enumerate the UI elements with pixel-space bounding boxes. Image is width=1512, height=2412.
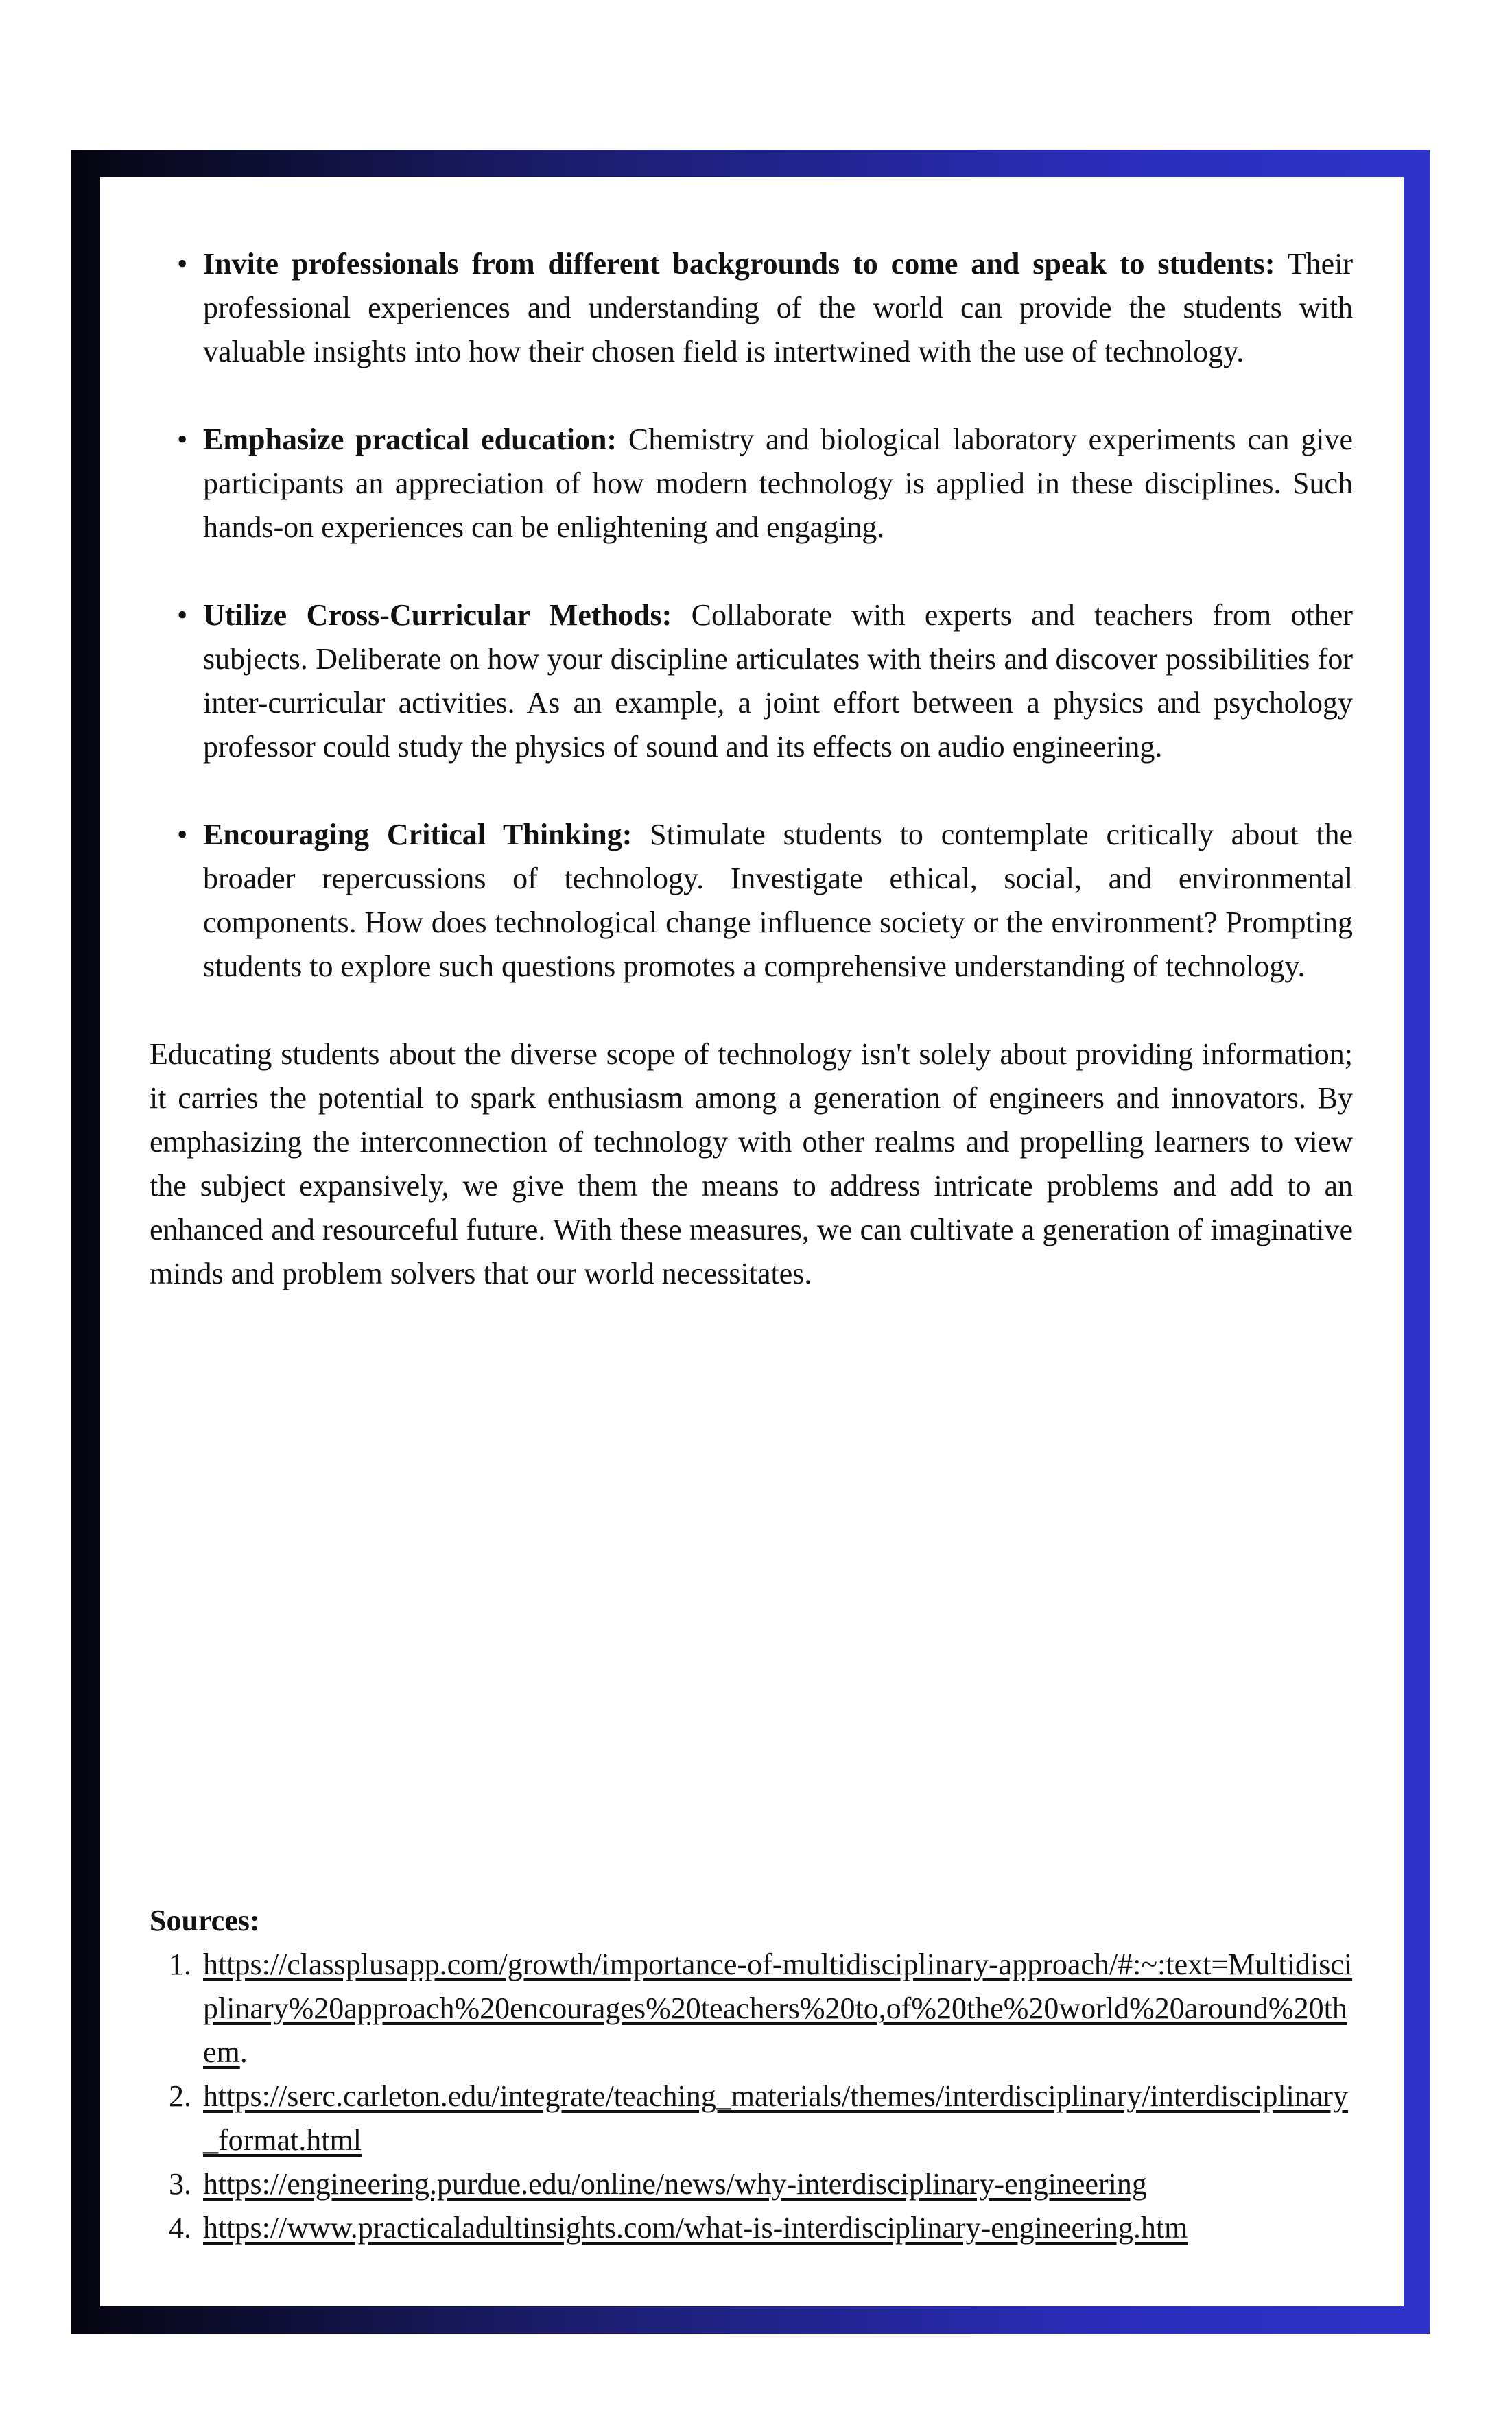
source-item xyxy=(150,1943,1353,2074)
source-suffix: . xyxy=(239,2035,248,2069)
source-link[interactable]: https://www.practicaladultinsights.com/what-is-interdisciplinary-engineering.htm xyxy=(203,2211,1188,2245)
source-number: 4. xyxy=(169,2211,191,2245)
document-page xyxy=(100,177,1404,2306)
bullet-icon: • xyxy=(177,423,188,456)
source-number: 2. xyxy=(169,2079,191,2113)
bullet-text: Their professional experiences and understanding of the world can provide the students with valuable insights into how their chosen field is intertwined with the use of technology. xyxy=(203,247,1353,368)
bullet-label: Utilize Cross-Curricular Methods: xyxy=(203,598,672,632)
sources-heading: Sources: xyxy=(150,1904,260,1937)
bullet-icon: • xyxy=(177,598,188,632)
list-item xyxy=(150,593,1353,769)
list-item xyxy=(150,242,1353,374)
source-list xyxy=(150,1943,1353,2250)
bullet-text: Collaborate with experts and teachers from other subjects. Deliberate on how your discipline articulates with theirs and discover possibilities for inter-curricular activities. As an example, a joint effort between a physics and psychology professor could study the physics of sound and its effects on audio engineering. xyxy=(203,598,1353,764)
list-item xyxy=(150,418,1353,549)
source-link[interactable]: https://engineering.purdue.edu/online/news/why-interdisciplinary-engineering xyxy=(203,2167,1147,2201)
source-item xyxy=(150,2206,1353,2250)
bullet-label: Emphasize practical education: xyxy=(203,423,617,456)
source-item xyxy=(150,2074,1353,2162)
source-number: 1. xyxy=(169,1948,191,1981)
source-number: 3. xyxy=(169,2167,191,2201)
closing-paragraph: Educating students about the diverse scope of technology isn't solely about providing information; it carries the potential to spark enthusiasm among a generation of engineers and innovators. By emphasizing the interconnection of technology with other realms and propelling learners to view the subject expansively, we give them the means to address intricate problems and add to an enhanced and resourceful future. With these measures, we can cultivate a generation of imaginative minds and problem solvers that our world necessitates. xyxy=(150,1037,1353,1290)
bullet-icon: • xyxy=(177,818,188,851)
bullet-text: Stimulate students to contemplate critically about the broader repercussions of technology. Investigate ethical, social, and environmental components. How does technological change influence society or the environment? Prompting students to explore such questions promotes a comprehensive understanding of technology. xyxy=(203,818,1353,983)
bullet-icon: • xyxy=(177,247,188,281)
bullet-label: Invite professionals from different backgrounds to come and speak to students: xyxy=(203,247,1275,281)
source-link[interactable]: https://serc.carleton.edu/integrate/teaching_materials/themes/interdisciplinary/interdisciplinary_format.html xyxy=(203,2079,1348,2157)
sources-section xyxy=(150,1899,1353,2250)
bullet-text: Chemistry and biological laboratory experiments can give participants an appreciation of how modern technology is applied in these disciplines. Such hands-on experiences can be enlightening and engaging. xyxy=(203,423,1354,544)
list-item xyxy=(150,813,1353,989)
strategy-list xyxy=(150,242,1353,989)
main-content xyxy=(150,242,1353,1296)
source-item xyxy=(150,2162,1353,2206)
source-link[interactable]: https://classplusapp.com/growth/importance-of-multidisciplinary-approach/#:~:text=Multidisciplinary%20approach%20encourages%20teachers%20to,of%20the%20world%20around%20them xyxy=(203,1948,1353,2069)
bullet-label: Encouraging Critical Thinking: xyxy=(203,818,633,851)
